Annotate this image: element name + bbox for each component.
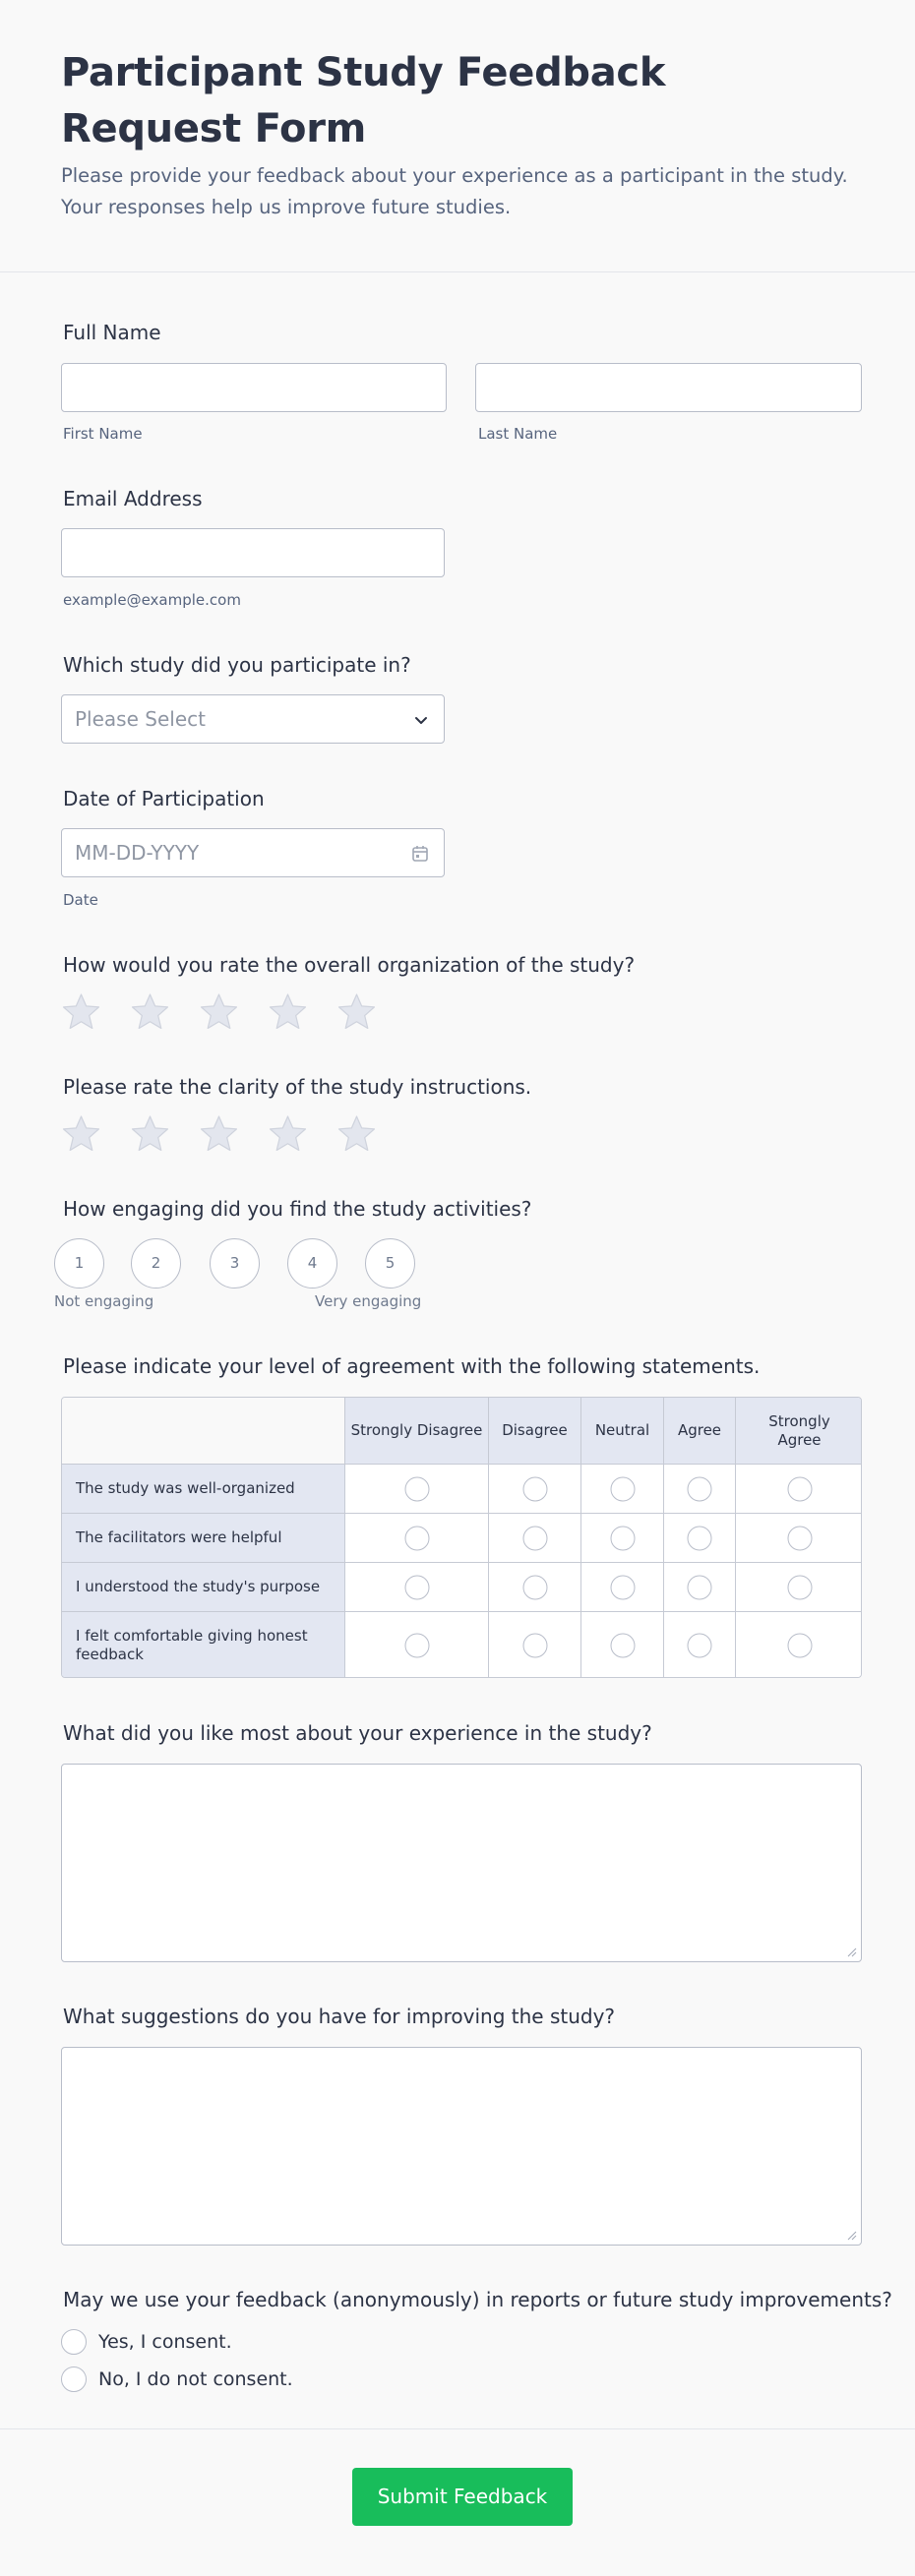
matrix-cell xyxy=(344,1513,488,1562)
matrix-cell xyxy=(488,1562,580,1611)
suggestions-textarea[interactable] xyxy=(61,2047,862,2246)
matrix-cell xyxy=(344,1562,488,1611)
star-icon[interactable] xyxy=(130,1113,170,1154)
scale-option-5[interactable]: 5 xyxy=(365,1238,415,1288)
matrix-cell xyxy=(580,1562,663,1611)
matrix-radio[interactable] xyxy=(787,1575,812,1599)
matrix-radio[interactable] xyxy=(688,1476,712,1501)
agreement-label: Please indicate your level of agreement with the following statements. xyxy=(63,1354,761,1378)
matrix-radio[interactable] xyxy=(787,1476,812,1501)
matrix-radio[interactable] xyxy=(522,1526,547,1550)
date-input[interactable] xyxy=(61,828,445,877)
matrix-cell xyxy=(580,1611,663,1678)
matrix-row-label: I understood the study's purpose xyxy=(62,1562,344,1611)
star-icon[interactable] xyxy=(268,1113,308,1154)
matrix-radio[interactable] xyxy=(610,1575,635,1599)
matrix-radio[interactable] xyxy=(522,1476,547,1501)
resize-handle-icon[interactable] xyxy=(847,2231,857,2241)
chevron-down-icon xyxy=(412,711,430,729)
star-icon[interactable] xyxy=(199,1113,239,1154)
email-label: Email Address xyxy=(63,487,203,510)
date-placeholder: MM-DD-YYYY xyxy=(75,841,200,865)
form-title: Participant Study Feedback Request Form xyxy=(61,50,666,151)
matrix-cell xyxy=(488,1611,580,1678)
last-name-sublabel: Last Name xyxy=(478,425,558,443)
matrix-cell xyxy=(580,1464,663,1513)
submit-button[interactable]: Submit Feedback xyxy=(352,2468,573,2526)
study-label: Which study did you participate in? xyxy=(63,653,411,677)
matrix-radio[interactable] xyxy=(404,1476,429,1501)
matrix-radio[interactable] xyxy=(688,1575,712,1599)
date-label: Date of Participation xyxy=(63,787,265,810)
matrix-radio[interactable] xyxy=(688,1634,712,1658)
email-input[interactable] xyxy=(61,528,445,577)
matrix-cell xyxy=(344,1611,488,1678)
consent-yes-text: Yes, I consent. xyxy=(98,2331,232,2353)
matrix-col-strongly-agree: Strongly Agree xyxy=(735,1398,862,1464)
form-description: Please provide your feedback about your experience as a participant in the study. Your responses help us improve future studies. xyxy=(61,164,848,218)
consent-option-no[interactable] xyxy=(61,2366,293,2392)
footer-divider xyxy=(0,2428,915,2429)
matrix-cell xyxy=(735,1562,862,1611)
scale-min-label: Not engaging xyxy=(54,1292,154,1310)
matrix-cell xyxy=(663,1513,735,1562)
matrix-col-disagree: Disagree xyxy=(488,1398,580,1464)
matrix-radio[interactable] xyxy=(787,1634,812,1658)
star-icon[interactable] xyxy=(336,991,377,1032)
organization-star-rating xyxy=(61,991,377,1035)
matrix-radio[interactable] xyxy=(522,1575,547,1599)
star-icon[interactable] xyxy=(130,991,170,1032)
matrix-cell xyxy=(488,1513,580,1562)
calendar-icon[interactable] xyxy=(410,844,430,864)
matrix-radio[interactable] xyxy=(610,1526,635,1550)
scale-option-3[interactable]: 3 xyxy=(210,1238,260,1288)
date-sublabel: Date xyxy=(63,891,98,909)
matrix-col-neutral: Neutral xyxy=(580,1398,663,1464)
matrix-cell xyxy=(344,1464,488,1513)
matrix-cell xyxy=(663,1611,735,1678)
agreement-matrix xyxy=(61,1397,862,1678)
matrix-cell xyxy=(735,1513,862,1562)
consent-no-radio[interactable] xyxy=(61,2366,87,2392)
scale-option-4[interactable]: 4 xyxy=(287,1238,337,1288)
matrix-cell xyxy=(735,1464,862,1513)
consent-option-yes[interactable] xyxy=(61,2329,232,2355)
scale-option-1[interactable]: 1 xyxy=(54,1238,104,1288)
clarity-star-rating xyxy=(61,1113,377,1157)
matrix-cell xyxy=(735,1611,862,1678)
matrix-radio[interactable] xyxy=(404,1575,429,1599)
liked-most-textarea[interactable] xyxy=(61,1764,862,1962)
matrix-col-agree: Agree xyxy=(663,1398,735,1464)
matrix-radio[interactable] xyxy=(688,1526,712,1550)
email-sublabel: example@example.com xyxy=(63,591,241,609)
matrix-cell xyxy=(580,1513,663,1562)
scale-max-label: Very engaging xyxy=(315,1292,422,1310)
clarity-rating-label: Please rate the clarity of the study instructions. xyxy=(63,1075,532,1099)
star-icon[interactable] xyxy=(336,1113,377,1154)
engagement-label: How engaging did you find the study activities? xyxy=(63,1197,532,1221)
matrix-radio[interactable] xyxy=(404,1526,429,1550)
star-icon[interactable] xyxy=(61,1113,101,1154)
matrix-radio[interactable] xyxy=(610,1476,635,1501)
full-name-label: Full Name xyxy=(63,321,161,344)
study-select[interactable] xyxy=(61,694,445,744)
matrix-row-label: I felt comfortable giving honest feedback xyxy=(62,1611,344,1678)
matrix-cell xyxy=(488,1464,580,1513)
consent-no-text: No, I do not consent. xyxy=(98,2368,293,2390)
consent-yes-radio[interactable] xyxy=(61,2329,87,2355)
matrix-radio[interactable] xyxy=(787,1526,812,1550)
matrix-col-strongly-disagree: Strongly Disagree xyxy=(344,1398,488,1464)
matrix-corner xyxy=(62,1398,344,1464)
matrix-radio[interactable] xyxy=(610,1634,635,1658)
matrix-radio[interactable] xyxy=(404,1634,429,1658)
matrix-radio[interactable] xyxy=(522,1634,547,1658)
scale-option-2[interactable]: 2 xyxy=(131,1238,181,1288)
matrix-cell xyxy=(663,1562,735,1611)
matrix-cell xyxy=(663,1464,735,1513)
matrix-row-label: The study was well-organized xyxy=(62,1464,344,1513)
consent-label: May we use your feedback (anonymously) in reports or future study improvements? xyxy=(63,2288,892,2311)
last-name-input[interactable] xyxy=(475,363,862,412)
star-icon[interactable] xyxy=(61,991,101,1032)
first-name-input[interactable] xyxy=(61,363,447,412)
study-select-value: Please Select xyxy=(75,707,206,731)
first-name-sublabel: First Name xyxy=(63,425,143,443)
star-icon[interactable] xyxy=(199,991,239,1032)
liked-most-label: What did you like most about your experience in the study? xyxy=(63,1721,652,1745)
form-header xyxy=(0,0,915,272)
star-icon[interactable] xyxy=(268,991,308,1032)
matrix-row-label: The facilitators were helpful xyxy=(62,1513,344,1562)
suggestions-label: What suggestions do you have for improving the study? xyxy=(63,2005,616,2028)
organization-rating-label: How would you rate the overall organization of the study? xyxy=(63,953,636,977)
resize-handle-icon[interactable] xyxy=(847,1947,857,1957)
